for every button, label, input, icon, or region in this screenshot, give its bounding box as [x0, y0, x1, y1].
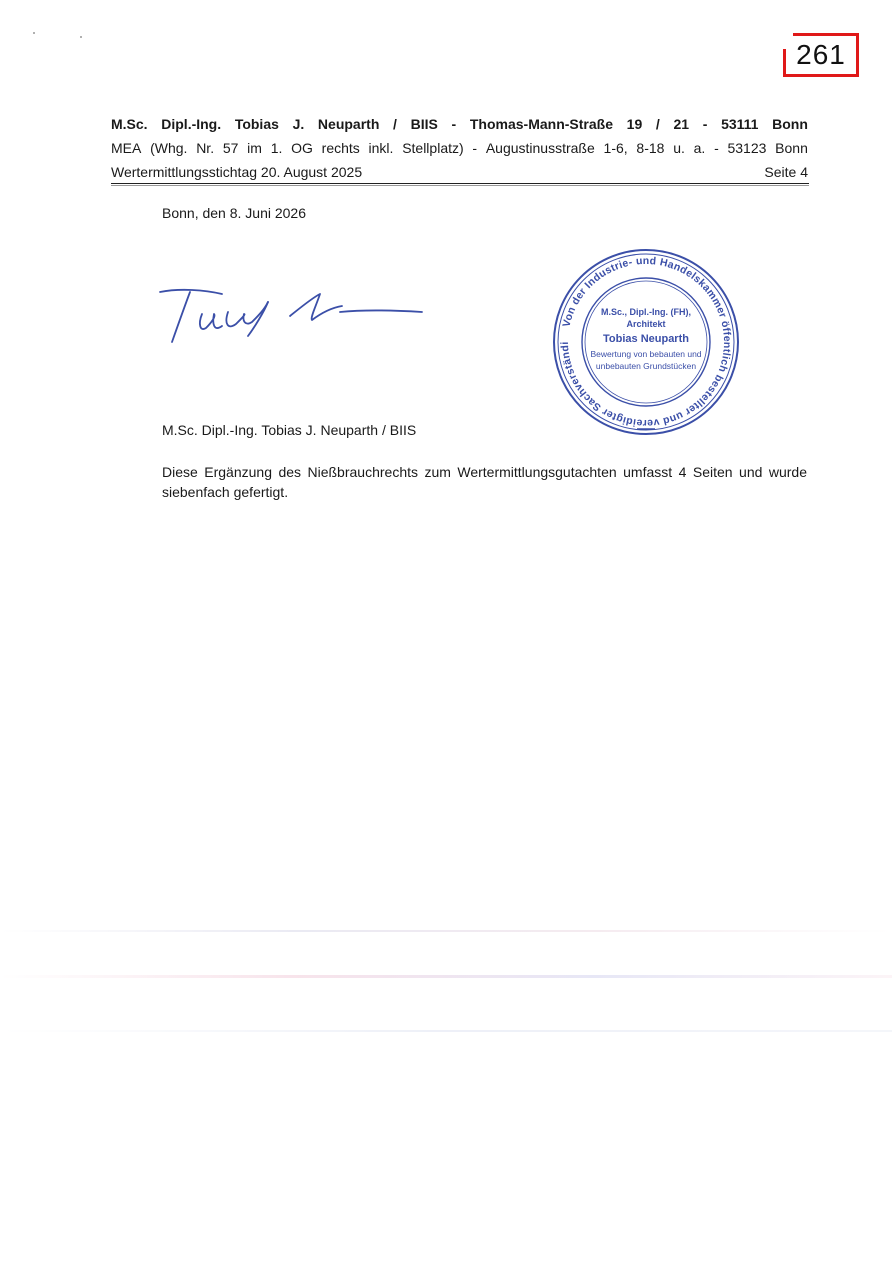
scan-speck	[33, 32, 35, 34]
header-line2-word: Bonn	[775, 140, 808, 156]
closing-note: Diese Ergänzung des Nießbrauchrechts zum Wertermittlungsgutachten umfasst 4 Seiten und wurde siebenfach gefertigt.	[162, 464, 807, 500]
header-line2-word: Stellplatz)	[402, 140, 464, 156]
header-line2-word: 53123	[727, 140, 767, 156]
header-author-address	[111, 112, 808, 136]
header-line2-word: (Whg.	[150, 140, 188, 156]
stamp-line-1: M.Sc., Dipl.-Ing. (FH),	[601, 307, 691, 317]
header-line1-word: -	[451, 116, 457, 132]
header-page-label: Seite 4	[764, 164, 808, 180]
header-line2-word: 1.	[270, 140, 283, 156]
page-number-badge	[783, 33, 859, 77]
header-line1-word: 21	[673, 116, 690, 132]
header-line1-word: /	[655, 116, 660, 132]
stamp-line-4: Bewertung von bebauten und	[590, 349, 702, 359]
header-line2-word: rechts	[321, 140, 360, 156]
stamp-name: Tobias Neuparth	[603, 333, 689, 345]
header-rule	[111, 183, 809, 184]
header-property	[111, 136, 808, 160]
header-line1-word: Bonn	[772, 116, 808, 132]
header-line2-word: Nr.	[196, 140, 215, 156]
header-line1-word: -	[702, 116, 708, 132]
scan-streak	[0, 930, 892, 932]
header-line1-word: J.	[292, 116, 305, 132]
page-number: 261	[796, 39, 846, 70]
scan-streak	[0, 975, 892, 978]
header-line2-word: a.	[693, 140, 706, 156]
header-line1-word: 19	[626, 116, 643, 132]
header-line1-word: Tobias	[234, 116, 279, 132]
header-line2-word: u.	[673, 140, 685, 156]
header-line1-word: Neuparth	[317, 116, 380, 132]
header-line2-word: inkl.	[368, 140, 394, 156]
header-line2-word: 1-6,	[603, 140, 628, 156]
header-line2-word: MEA	[111, 140, 142, 156]
header-line1-word: Thomas-Mann-Straße	[469, 116, 613, 132]
scan-speck	[80, 36, 82, 38]
header-line1-word: 53111	[721, 116, 759, 132]
place-date: Bonn, den 8. Juni 2026	[162, 205, 307, 221]
header-valuation-date: Wertermittlungsstichtag 20. August 2025	[111, 164, 363, 180]
header-rule-secondary	[111, 185, 809, 186]
stamp-line-5: unbebauten Grundstücken	[595, 361, 697, 371]
header-line2-word: 8-18	[636, 140, 665, 156]
signer-name: M.Sc. Dipl.-Ing. Tobias J. Neuparth / BIIS	[162, 422, 417, 438]
header-line1-word: /	[393, 116, 397, 132]
stamp-line-2: Architekt	[626, 319, 666, 329]
header-line2-word: -	[472, 140, 478, 156]
header-line2-word: -	[714, 140, 719, 156]
document-header	[111, 112, 808, 184]
header-line2-word: Augustinusstraße	[485, 140, 595, 156]
header-line2-word: im	[247, 140, 262, 156]
header-valuation-date-row	[111, 160, 808, 184]
stamp-ring-text: Von der Industrie- und Handelskammer öffentlich bestellter und vereidigter Sachverständi	[558, 254, 734, 430]
header-line1-word: BIIS	[410, 116, 438, 132]
scan-streak	[0, 1030, 892, 1032]
header-line2-word: 57	[222, 140, 239, 156]
header-line2-word: OG	[291, 140, 313, 156]
official-stamp	[551, 247, 741, 442]
header-line1-word: M.Sc.	[111, 116, 148, 132]
header-line1-word: Dipl.-Ing.	[161, 116, 222, 132]
handwritten-signature	[150, 270, 440, 355]
